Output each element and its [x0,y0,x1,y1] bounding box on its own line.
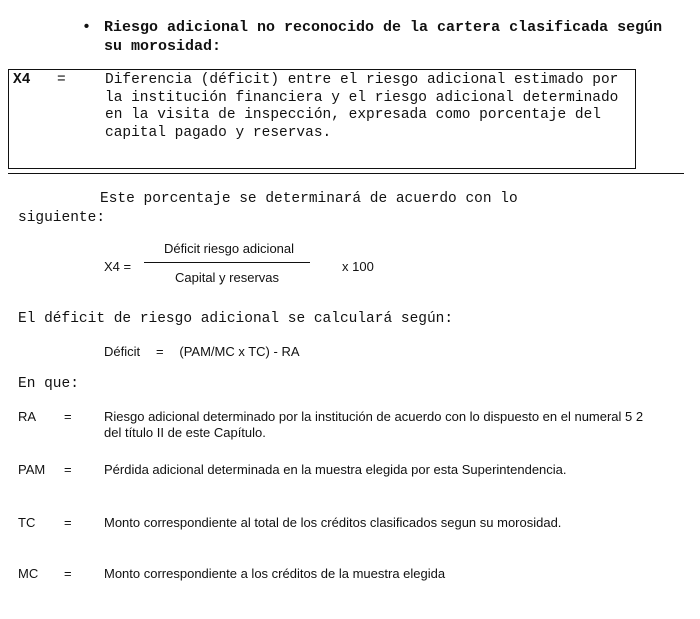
definition-text: Monto correspondiente a los créditos de la muestra elegida [104,566,446,581]
definition-equals: = [64,409,72,424]
formula-multiplier: x 100 [342,259,374,274]
definition-term: X4 [13,72,31,88]
intro-line-2: siguiente: [18,210,106,226]
fraction-bar [144,262,310,263]
definition-item-mc [0,566,700,586]
formula-numerator: Déficit riesgo adicional [163,241,295,256]
definition-item-ra [0,409,700,445]
definition-description: Diferencia (déficit) entre el riesgo adicional estimado por la institución financiera y el riesgo adicional determinado en la visita de inspección, expresada como porcentaje del capital pagado y reservas. [105,72,619,141]
divider [8,173,684,174]
definition-text: Riesgo adicional determinado por la institución de acuerdo con lo dispuesto en el numeral 5 2 del título II de este Capítulo. [104,409,644,440]
definition-equals: = [64,462,72,477]
deficit-formula-lhs: Déficit [104,344,141,359]
definition-item-tc [0,515,700,551]
definition-text: Monto correspondiente al total de los créditos clasificados segun su morosidad. [104,515,562,530]
en-que-label: En que: [18,376,79,392]
deficit-formula-rhs: (PAM/MC x TC) - RA [179,344,300,359]
definition-term: RA [18,409,37,424]
definition-term: MC [18,566,39,581]
intro-paragraph [18,190,684,228]
definition-text: Pérdida adicional determinada en la muestra elegida por esta Superintendencia. [104,462,567,477]
section-heading-text: Riesgo adicional no reconocido de la cartera clasificada según su morosidad: [104,19,663,55]
deficit-formula-equals: = [155,344,164,359]
definition-box [8,69,636,169]
intro-line-1: Este porcentaje se determinará de acuerdo con lo [100,191,518,207]
bullet-icon: • [82,19,92,36]
deficit-formula [104,344,300,359]
definition-item-pam [0,462,700,498]
definition-term: PAM [18,462,46,477]
formula-lhs: X4 = [104,259,132,274]
definition-term: TC [18,515,36,530]
deficit-intro: El déficit de riesgo adicional se calculará según: [18,311,454,327]
definition-equals: = [57,72,66,88]
definition-equals: = [64,566,72,581]
formula-denominator: Capital y reservas [174,270,280,285]
definition-equals: = [64,515,72,530]
